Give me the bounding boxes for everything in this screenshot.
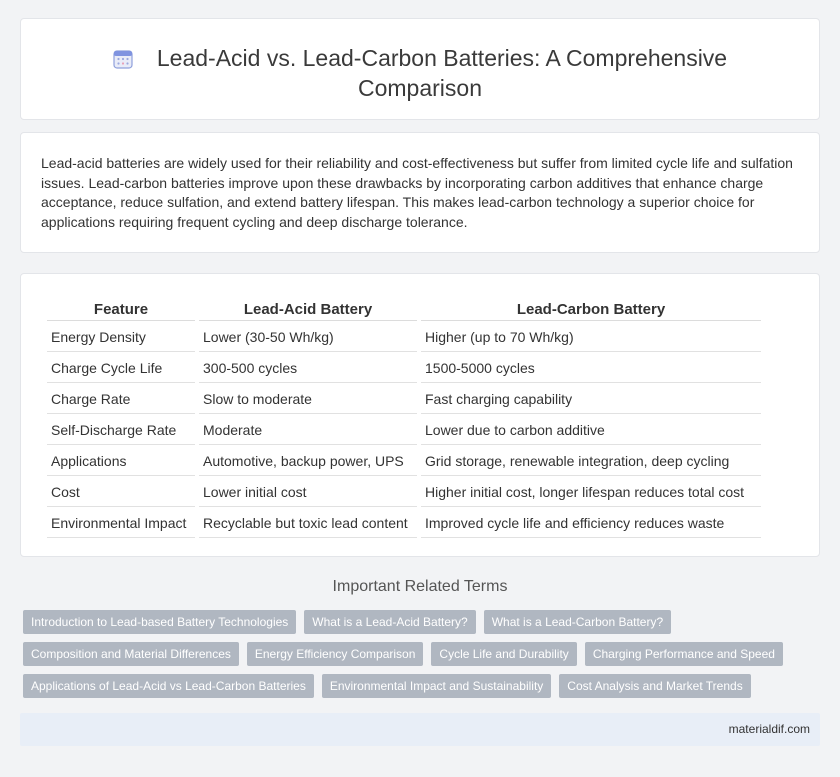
lead-carbon-cell: Fast charging capability	[421, 385, 761, 414]
feature-cell: Charge Cycle Life	[47, 354, 195, 383]
lead-carbon-cell: 1500-5000 cycles	[421, 354, 761, 383]
table-row	[47, 447, 761, 476]
comparison-table	[43, 297, 765, 540]
feature-cell: Self-Discharge Rate	[47, 416, 195, 445]
tag-row	[23, 610, 823, 634]
lead-carbon-cell: Lower due to carbon additive	[421, 416, 761, 445]
related-term-tag[interactable]: Charging Performance and Speed	[585, 642, 783, 666]
table-row	[47, 323, 761, 352]
lead-acid-cell: Moderate	[199, 416, 417, 445]
table-row	[47, 385, 761, 414]
table-header-row	[47, 299, 761, 321]
header-lead-carbon: Lead-Carbon Battery	[421, 299, 761, 321]
table-row	[47, 509, 761, 538]
related-term-tag[interactable]: Introduction to Lead-based Battery Technologies	[23, 610, 296, 634]
footer-site-link[interactable]: materialdif.com	[728, 722, 810, 736]
lead-carbon-cell: Higher initial cost, longer lifespan reduces total cost	[421, 478, 761, 507]
lead-acid-cell: Automotive, backup power, UPS	[199, 447, 417, 476]
feature-cell: Charge Rate	[47, 385, 195, 414]
related-terms-heading: Important Related Terms	[332, 578, 508, 595]
intro-paragraph: Lead-acid batteries are widely used for their reliability and cost-effectiveness but suffer from limited cycle life and sulfation issues. Lead-carbon batteries improve upon these drawbacks by incorporating carbon additives that enhance charge acceptance, reduce sulfation, and extend battery lifespan. This makes lead-carbon technology a superior choice for applications requiring frequent cycling and deep discharge tolerance.	[41, 155, 793, 230]
lead-acid-cell: Lower (30-50 Wh/kg)	[199, 323, 417, 352]
lead-acid-cell: Slow to moderate	[199, 385, 417, 414]
lead-acid-cell: 300-500 cycles	[199, 354, 417, 383]
tag-row	[23, 674, 823, 698]
lead-carbon-cell: Grid storage, renewable integration, deep cycling	[421, 447, 761, 476]
title-card	[20, 18, 820, 120]
related-terms-list	[23, 610, 823, 706]
table-row	[47, 354, 761, 383]
header-feature: Feature	[47, 299, 195, 321]
header-lead-acid: Lead-Acid Battery	[199, 299, 417, 321]
related-term-tag[interactable]: What is a Lead-Acid Battery?	[304, 610, 475, 634]
feature-cell: Cost	[47, 478, 195, 507]
calendar-icon	[113, 49, 133, 69]
lead-carbon-cell: Higher (up to 70 Wh/kg)	[421, 323, 761, 352]
related-term-tag[interactable]: Energy Efficiency Comparison	[247, 642, 424, 666]
page-title-wrap	[21, 43, 819, 103]
lead-acid-cell: Recyclable but toxic lead content	[199, 509, 417, 538]
page-title: Lead-Acid vs. Lead-Carbon Batteries: A Comprehensive Comparison	[156, 45, 728, 101]
comparison-card	[20, 273, 820, 557]
lead-acid-cell: Lower initial cost	[199, 478, 417, 507]
table-row	[47, 416, 761, 445]
feature-cell: Environmental Impact	[47, 509, 195, 538]
related-term-tag[interactable]: What is a Lead-Carbon Battery?	[484, 610, 671, 634]
feature-cell: Applications	[47, 447, 195, 476]
table-row	[47, 478, 761, 507]
related-term-tag[interactable]: Cycle Life and Durability	[431, 642, 576, 666]
intro-card	[20, 132, 820, 253]
related-term-tag[interactable]: Environmental Impact and Sustainability	[322, 674, 551, 698]
tag-row	[23, 642, 823, 666]
feature-cell: Energy Density	[47, 323, 195, 352]
related-term-tag[interactable]: Applications of Lead-Acid vs Lead-Carbon Batteries	[23, 674, 314, 698]
related-term-tag[interactable]: Composition and Material Differences	[23, 642, 239, 666]
related-term-tag[interactable]: Cost Analysis and Market Trends	[559, 674, 750, 698]
footer-bar	[20, 713, 820, 746]
lead-carbon-cell: Improved cycle life and efficiency reduces waste	[421, 509, 761, 538]
